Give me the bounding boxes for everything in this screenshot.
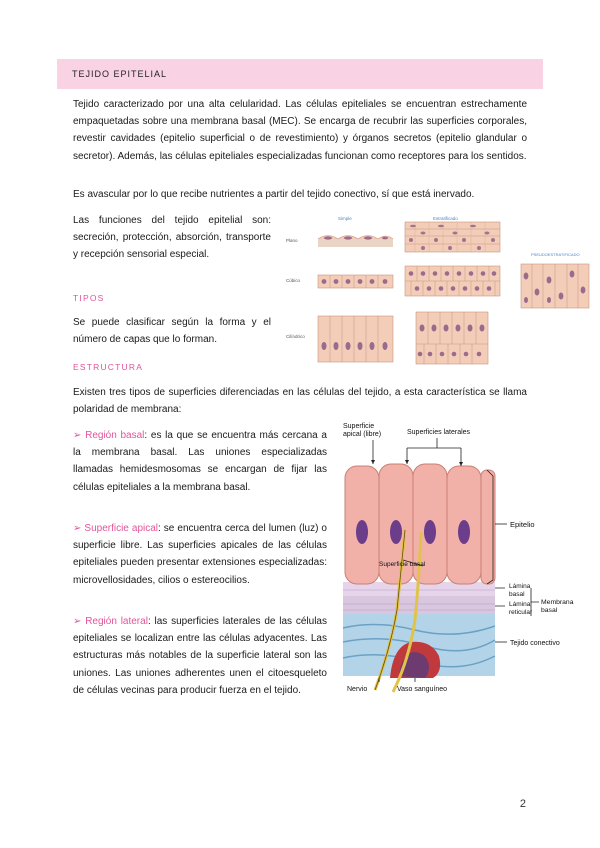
simple-columnar-image [318,316,393,362]
region-lateral-text: : las superficies laterales de las células epiteliales se localizan entre las células adyacentes. Las estructuras más notables de la superficie lateral son las uniones. Las uniones adherentes unen el citoesqueleto de células vecinas para producir fuerza en el tejido. [73,616,327,696]
nervio-label: Nervio [347,686,368,693]
tipos-paragraph: Se puede clasificar según la forma y el número de capas que lo forman. [73,317,271,346]
svg-text:Superficieapical (libre) [343,423,381,438]
vaso-label: Vaso sanguíneo [397,686,448,693]
page-number: 2 [519,798,526,810]
estructura-intro: Existen tres tipos de superficies diferenciadas en las células del tejido, a esta característica se llama polaridad de membrana: [73,387,527,416]
lamina-reticular-label: Lámina reticular [509,601,533,616]
simple-cuboidal-image [318,275,393,288]
region-basal-paragraph [73,427,327,496]
lamina-basal-label: Lámina basal [509,583,531,598]
region-basal-text: : es la que se encuentra más cercana a la membrana basal. Las uniones especializadas llamadas hemidesmosomas se encargan de fijar las células epiteliales a la membrana basal. [73,430,327,493]
reticular-lamina [343,596,495,614]
stratified-columnar-image [416,312,488,364]
stratified-cuboidal-image [405,266,500,296]
avascular-paragraph: Es avascular por lo que recibe nutrientes a partir del tejido conectivo, sí que está inervado. [73,189,475,200]
section-header [57,59,543,89]
col-simple-label: Simple [338,216,352,221]
row-cubico-label: Cúbico [286,278,301,283]
laterales-label: Superficies laterales [407,429,471,436]
tejido-conectivo-label: Tejido conectivo [510,640,560,647]
epithelium-types-figure [283,212,593,372]
stratified-squamous-image [405,222,500,252]
epithelium-structure-diagram [335,420,600,700]
row-cilindrico-label: Cilíndrico [286,334,305,339]
region-lateral-paragraph [73,613,327,699]
apical-label: Superficie apical (libre) [343,423,382,438]
epitelio-label: Epitelio [510,520,535,529]
superficie-apical-text: : se encuentra cerca del lumen (luz) o superficie libre. Las superficies apicales de las células epiteliales pueden presentar extensiones especializadas: microvellosidades, cilios o estereocilios. [73,523,327,586]
superficie-apical-paragraph [73,520,327,589]
region-basal-label: ➢ Región basal [73,430,145,441]
superficie-apical-label: ➢ Superficie apical [73,523,159,534]
intro-paragraph: Tejido caracterizado por una alta celularidad. Las células epiteliales se encuentran estrechamente empaquetadas sobre una membrana basal (MEC). Se encarga de recubrir las superficies corporales, revestir cavidades (epitelio superficial o de revestimiento) y órganos secretos (epitelio glandular o secretor). Además, las células epiteliales especializadas funcionan como receptores para los sentidos. [73,99,527,162]
col-pseudo-label: PSEUDOESTRATIFICADO [531,252,580,257]
region-lateral-label: ➢ Región lateral [73,616,148,627]
tipos-heading: TIPOS [73,293,105,303]
simple-squamous-image [318,236,393,248]
basal-surface-label: Superficie basal [379,561,426,568]
pseudostratified-image [521,264,589,308]
section-title: TEJIDO EPITELIAL [72,69,168,79]
estructura-heading: ESTRUCTURA [73,362,144,372]
membrana-basal-label: Membrana basal [541,599,574,614]
row-plano-label: Plano [286,238,298,243]
functions-paragraph: Las funciones del tejido epitelial son: secreción, protección, absorción, transporte y recepción sensorial especial. [73,215,271,261]
col-estratificado-label: Estratificado [433,216,458,221]
